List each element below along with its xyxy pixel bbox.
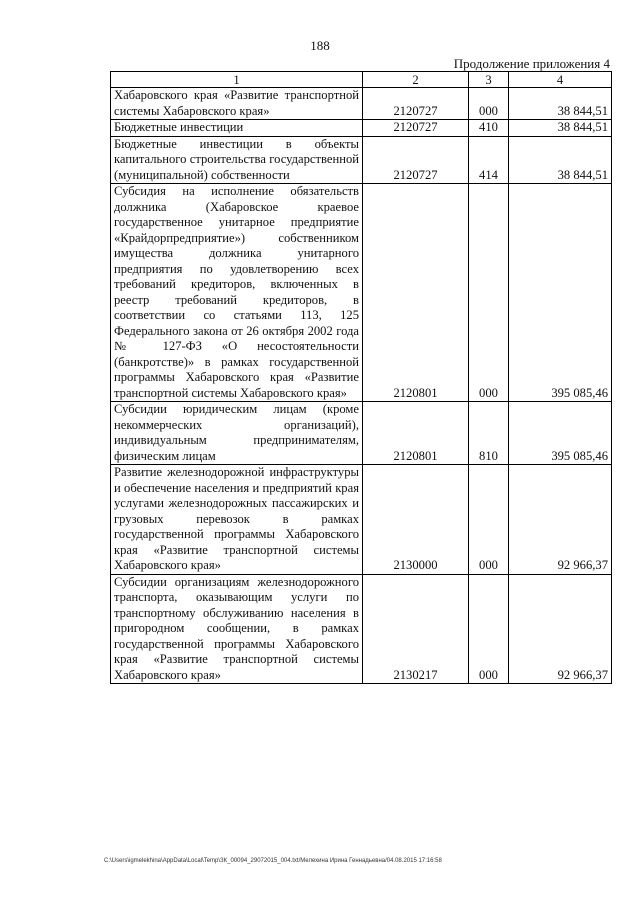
row-code: 2120727 bbox=[363, 136, 469, 184]
row-code: 2120801 bbox=[363, 402, 469, 465]
row-name: Хабаровского края «Развитие транспортной системы Хабаровского края» bbox=[111, 88, 363, 120]
row-amount: 395 085,46 bbox=[509, 402, 612, 465]
table-row bbox=[111, 184, 612, 402]
page-number: 188 bbox=[310, 38, 330, 53]
table-row bbox=[111, 465, 612, 575]
row-amount: 38 844,51 bbox=[509, 120, 612, 137]
row-code: 2120727 bbox=[363, 120, 469, 137]
row-name: Субсидии юридическим лицам (кроме некоммерческих организаций), индивидуальным предпринимателям, физическим лицам bbox=[111, 402, 363, 465]
table-row bbox=[111, 402, 612, 465]
row-type: 000 bbox=[469, 465, 509, 575]
row-amount: 38 844,51 bbox=[509, 136, 612, 184]
column-header: 4 bbox=[509, 72, 612, 88]
row-type: 414 bbox=[469, 136, 509, 184]
table-row bbox=[111, 120, 612, 137]
row-name: Бюджетные инвестиции bbox=[111, 120, 363, 137]
column-header: 3 bbox=[469, 72, 509, 88]
column-header: 1 bbox=[111, 72, 363, 88]
table-row bbox=[111, 88, 612, 120]
row-name: Развитие железнодорожной инфраструктуры и обеспечение населения и предприятий края услугами железнодорожных пассажирских и грузовых перевозок в рамках государственной программы Хабаровского края «Развитие транспортной системы Хабаровского края» bbox=[111, 465, 363, 575]
table-row bbox=[111, 136, 612, 184]
row-code: 2130217 bbox=[363, 574, 469, 684]
row-name: Субсидия на исполнение обязательств должника (Хабаровское краевое государственное унитарное предприятие «Крайдорпредприятие») собственником имущества должника унитарного предприятия по удовлетворению всех требований кредиторов, включенных в реестр требований кредиторов, в соответствии со статьями 113, 125 Федерального закона от 26 октября 2002 года № 127-ФЗ «О несостоятельности (банкротстве)» в рамках государственной программы Хабаровского края «Развитие транспортной системы Хабаровского края» bbox=[111, 184, 363, 402]
row-code: 2120801 bbox=[363, 184, 469, 402]
column-header: 2 bbox=[363, 72, 469, 88]
row-type: 000 bbox=[469, 88, 509, 120]
row-amount: 38 844,51 bbox=[509, 88, 612, 120]
row-type: 410 bbox=[469, 120, 509, 137]
row-type: 000 bbox=[469, 184, 509, 402]
row-type: 000 bbox=[469, 574, 509, 684]
row-amount: 92 966,37 bbox=[509, 465, 612, 575]
table-header-row bbox=[111, 72, 612, 88]
row-name: Бюджетные инвестиции в объекты капитального строительства государственной (муниципальной) собственности bbox=[111, 136, 363, 184]
footer-file-path: C:\Users\igmelekhina\AppData\Local\Temp\ЗК_00094_29072015_004.txt/Мелехина Ирина Геннадьевна/04.08.2015 17:16:58 bbox=[104, 858, 442, 864]
row-amount: 92 966,37 bbox=[509, 574, 612, 684]
row-code: 2130000 bbox=[363, 465, 469, 575]
table-row bbox=[111, 574, 612, 684]
row-code: 2120727 bbox=[363, 88, 469, 120]
continuation-label: Продолжение приложения 4 bbox=[453, 56, 610, 71]
budget-table bbox=[110, 71, 612, 684]
row-type: 810 bbox=[469, 402, 509, 465]
row-amount: 395 085,46 bbox=[509, 184, 612, 402]
row-name: Субсидии организациям железнодорожного транспорта, оказывающим услуги по транспортному обслуживанию населения в пригородном сообщении, в рамках государственной программы Хабаровского края «Развитие транспортной системы Хабаровского края» bbox=[111, 574, 363, 684]
